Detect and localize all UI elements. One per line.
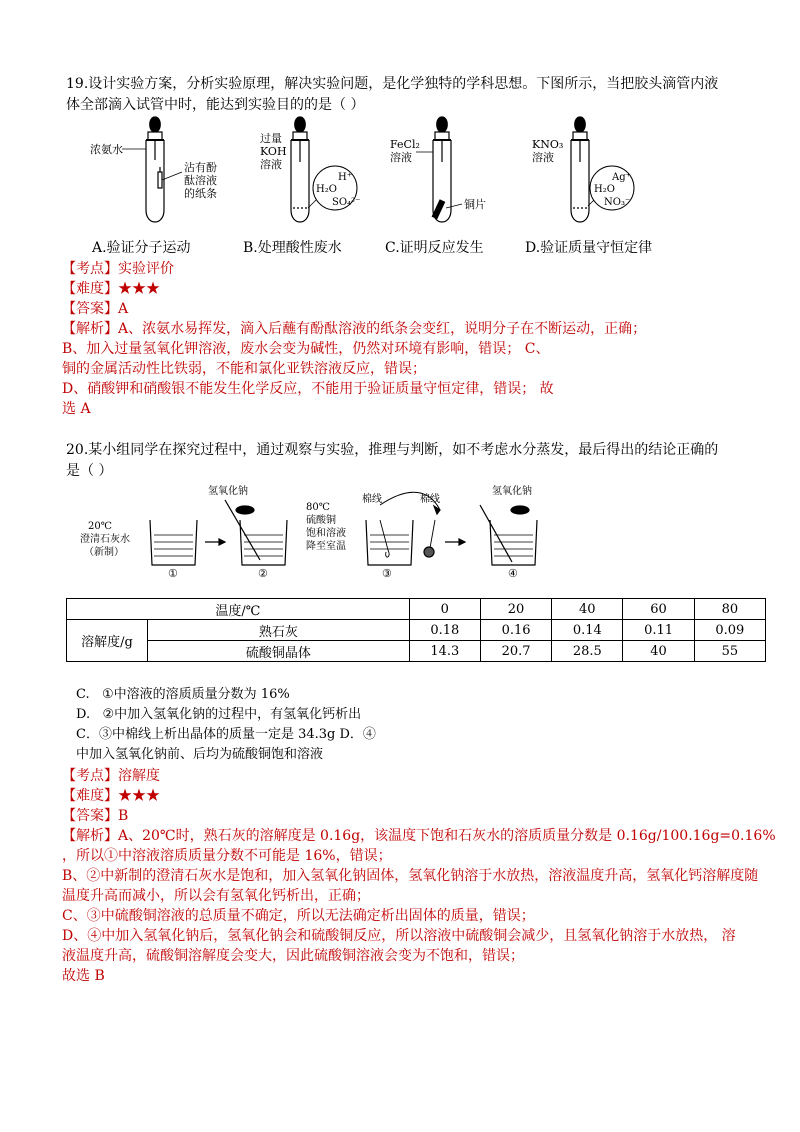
q19-figure xyxy=(80,112,690,230)
q20-stem-line2: 是（ ） xyxy=(66,463,113,479)
q20-temp1: 20℃ xyxy=(88,521,112,532)
table-row xyxy=(67,641,766,662)
table-cell: 28.5 xyxy=(552,641,623,662)
q19-option-c: C.证明反应发生 xyxy=(385,240,484,256)
q20-circle4: ④ xyxy=(508,567,518,580)
q19-a-strip-1: 沾有酚 xyxy=(184,161,217,174)
table-temp: 60 xyxy=(623,599,694,620)
table-temp: 80 xyxy=(694,599,765,620)
q20-circle3: ③ xyxy=(382,567,392,580)
q20-jiexi-4: 温度升高而减小，所以会有氢氧化钙析出，正确； xyxy=(62,888,370,904)
q20-choice-c xyxy=(76,685,290,705)
q19-jiexi-4: D、硝酸钾和硝酸银不能发生化学反应，不能用于验证质量守恒定律，错误； 故 xyxy=(62,381,554,397)
table-temp: 20 xyxy=(480,599,551,620)
q19-apparatus-c xyxy=(416,117,462,222)
q19-jiexi-2: B、加入过量氢氧化钾溶液，废水会变为碱性，仍然对环境有影响，错误； C、 xyxy=(62,341,550,357)
q19-jiexi-5: 选 A xyxy=(62,401,91,417)
q19-nandu xyxy=(62,279,160,299)
q20-jiexi-2: ，所以①中溶液溶质质量分数不可能是 16%，错误； xyxy=(62,848,392,864)
table-cell: 0.09 xyxy=(694,620,765,641)
table-cell: 14.3 xyxy=(409,641,480,662)
q20-jiexi-5: C、③中硫酸铜溶液的总质量不确定，所以无法确定析出固体的质量，错误； xyxy=(62,908,535,924)
q20-kaodian-label: 【考点】 xyxy=(62,768,118,784)
q20-beaker-2 xyxy=(225,500,287,565)
q20-naoh2: 氢氧化钠 xyxy=(492,486,532,497)
q20-choice-d-text: ②中加入氢氧化钠的过程中，有氢氧化钙析出 xyxy=(102,707,362,722)
q20-circle2: ② xyxy=(258,567,268,580)
q19-kaodian xyxy=(62,259,174,279)
q20-daan-value: B xyxy=(118,808,129,824)
table-row xyxy=(67,620,766,641)
table-cell: 0.18 xyxy=(409,620,480,641)
q19-c-reagent-1: FeCl₂ xyxy=(390,138,420,151)
q20-jiexi-label: 【解析】 xyxy=(62,828,118,844)
q19-kaodian-value: 实验评价 xyxy=(118,261,174,277)
q19-jiexi-1 xyxy=(62,319,646,339)
q19-c-solid: 铜片 xyxy=(464,198,486,211)
q20-nandu-label: 【难度】 xyxy=(62,788,118,804)
q20-choice-line4: 中加入氢氧化钠前、后均为硫酸铜饱和溶液 xyxy=(76,747,324,762)
q19-d-reagent-2: 溶液 xyxy=(532,151,554,164)
q19-daan-value: A xyxy=(118,301,129,317)
q20-kaodian-value: 溶解度 xyxy=(118,768,160,784)
q20-choice-c-text: ①中溶液的溶质质量分数为 16% xyxy=(102,687,290,702)
q20-thread2: 棉线 xyxy=(420,494,440,505)
q20-beaker-4 xyxy=(480,505,537,565)
table-temp: 0 xyxy=(409,599,480,620)
q20-thread1: 棉线 xyxy=(362,494,382,505)
q20-jiexi-text-1: A、20℃时，熟石灰的溶解度是 0.16g，该温度下饱和石灰水的溶质质量分数是 0.16g/100.16g=0.16% xyxy=(118,828,776,844)
table-row-name: 硫酸铜晶体 xyxy=(148,641,410,662)
table-cell: 0.11 xyxy=(623,620,694,641)
q20-choice-line3: C．③中棉线上析出晶体的质量一定是 34.3g D．④ xyxy=(76,727,376,742)
q20-naoh: 氢氧化钠 xyxy=(208,486,248,497)
table-cell: 0.14 xyxy=(552,620,623,641)
q20-lime-2: （新制） xyxy=(84,547,124,558)
q20-kaodian xyxy=(62,766,160,786)
q19-d-reagent-1: KNO₃ xyxy=(532,138,564,151)
q19-jiexi-text-1: A、浓氨水易挥发，滴入后蘸有酚酞溶液的纸条会变红，说明分子在不断运动，正确； xyxy=(118,321,647,337)
q20-figure xyxy=(80,480,600,580)
q20-stars: ★★★ xyxy=(118,788,160,804)
q20-jiexi-8: 故选 B xyxy=(62,968,105,984)
q19-b-ion-1: H⁺ xyxy=(338,172,352,183)
q19-b-reagent-2: KOH xyxy=(260,145,287,158)
table-cell: 40 xyxy=(623,641,694,662)
q20-jiexi-1 xyxy=(62,826,776,846)
table-row-name: 熟石灰 xyxy=(148,620,410,641)
q19-daan-label: 【答案】 xyxy=(62,301,118,317)
q20-cuso4-2: 饱和溶液 xyxy=(306,528,346,539)
q19-jiexi-3: 铜的金属活动性比铁弱，不能和氯化亚铁溶液反应，错误； xyxy=(62,361,426,377)
q20-jiexi-7: 液温度升高，硫酸铜溶解度会变大，因此硫酸铜溶液会变为不饱和，错误； xyxy=(62,948,524,964)
q19-option-a: A.验证分子运动 xyxy=(92,240,191,256)
table-row-group: 溶解度/g xyxy=(67,620,148,662)
q20-choice-d-marker: D. xyxy=(76,707,91,722)
q19-d-ion-3: NO₃⁻ xyxy=(604,197,631,208)
q20-choice-c-marker: C. xyxy=(76,687,90,702)
q20-nandu xyxy=(62,786,160,806)
q19-stem-line2: 体全部滴入试管中时，能达到实验目的的是（ ） xyxy=(66,97,365,113)
q20-beaker-1 xyxy=(150,520,225,565)
table-header-row xyxy=(67,599,766,620)
table-cell: 55 xyxy=(694,641,765,662)
q20-cuso4-3: 降至室温 xyxy=(306,541,346,552)
q19-c-reagent-2: 溶液 xyxy=(390,151,412,164)
q20-choice-d xyxy=(76,705,361,725)
q19-b-ion-2: H₂O xyxy=(316,184,337,195)
q19-kaodian-label: 【考点】 xyxy=(62,261,118,277)
q20-stem-line1: 20.某小组同学在探究过程中，通过观察与实验，推理与判断，如不考虑水分蒸发，最后得出的结论正确的 xyxy=(66,442,719,458)
q19-apparatus-a xyxy=(122,117,182,222)
table-temp: 40 xyxy=(552,599,623,620)
q20-cuso4-1: 硫酸铜 xyxy=(306,515,336,526)
q20-temp2: 80℃ xyxy=(306,502,330,513)
q20-daan xyxy=(62,806,128,826)
q19-nandu-label: 【难度】 xyxy=(62,281,118,297)
table-header-label: 温度/℃ xyxy=(67,599,410,620)
q20-daan-label: 【答案】 xyxy=(62,808,118,824)
q19-a-strip-2: 酞溶液 xyxy=(184,174,217,187)
q19-d-ion-1: Ag⁺ xyxy=(612,172,631,183)
q19-daan xyxy=(62,299,128,319)
q19-jiexi-label: 【解析】 xyxy=(62,321,118,337)
q19-b-reagent-3: 溶液 xyxy=(260,158,282,171)
q20-circle1: ① xyxy=(168,567,178,580)
q19-stem-line1: 19.设计实验方案，分析实验原理，解决实验问题，是化学独特的学科思想。下图所示，当把胶头滴管内液 xyxy=(66,76,719,92)
q19-b-reagent-1: 过量 xyxy=(260,132,282,145)
table-cell: 20.7 xyxy=(480,641,551,662)
q20-jiexi-3: B、②中新制的澄清石灰水是饱和，加入氢氧化钠固体，氢氧化钠溶于水放热，溶液温度升高，氢氧化钙溶解度随 xyxy=(62,868,759,884)
q19-b-ion-3: SO₄²⁻ xyxy=(332,197,361,208)
q20-jiexi-6: D、④中加入氢氧化钠后，氢氧化钠会和硫酸铜反应，所以溶液中硫酸铜会减少，且氢氧化钠溶于水放热， 溶 xyxy=(62,928,736,944)
q19-option-b: B.处理酸性废水 xyxy=(243,240,342,256)
q19-stars: ★★★ xyxy=(118,281,160,297)
table-cell: 0.16 xyxy=(480,620,551,641)
q19-a-strip-3: 的纸条 xyxy=(184,187,217,200)
q19-option-d: D.验证质量守恒定律 xyxy=(525,240,653,256)
solubility-table xyxy=(66,598,766,662)
q19-a-reagent: 浓氨水 xyxy=(90,143,123,156)
q20-lime-1: 澄清石灰水 xyxy=(80,534,130,545)
q19-d-ion-2: H₂O xyxy=(594,184,615,195)
